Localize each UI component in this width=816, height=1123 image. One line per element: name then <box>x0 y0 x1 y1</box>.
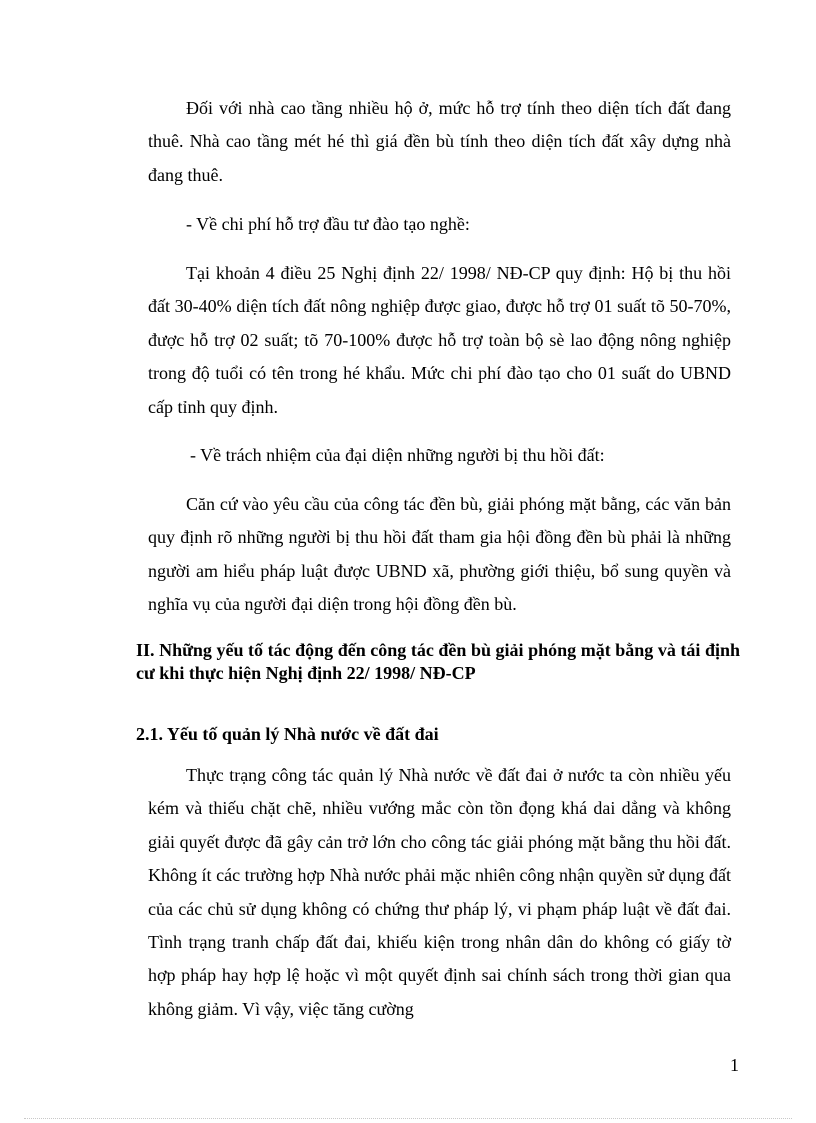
section-heading: II. Những yếu tố tác động đến công tác đền bù giải phóng mặt bằng và tái định cư khi thực hiện Nghị định 22/ 1998/ NĐ-CP <box>136 640 740 683</box>
page-number: 1 <box>730 1055 739 1075</box>
paragraph-training-cost-heading: - Về chi phí hỗ trợ đầu tư đào tạo nghề: <box>186 214 470 234</box>
paragraph-compensation-council: Căn cứ vào yêu cầu của công tác đền bù, giải phóng mặt bằng, các văn bản quy định rõ những người bị thu hồi đất tham gia hội đồng đền bù phải là những người am hiểu pháp luật được UBND xã, phường giới thiệu, bổ sung quyền và nghĩa vụ của người đại diện trong hội đồng đền bù. <box>148 494 731 615</box>
page-bottom-divider <box>24 1118 792 1119</box>
paragraph-land-management-status: Thực trạng công tác quản lý Nhà nước về đất đai ở nước ta còn nhiều yếu kém và thiếu chặt chẽ, nhiều vướng mắc còn tồn đọng khá dai dẳng và không giải quyết được đã gây cản trở lớn cho công tác giải phóng mặt bằng thu hồi đất. Không ít các trường hợp Nhà nước phải mặc nhiên công nhận quyền sử dụng đất của các chủ sử dụng không có chứng thư pháp lý, vi phạm pháp luật về đất đai. Tình trạng tranh chấp đất đai, khiếu kiện trong nhân dân do không có giấy tờ hợp pháp hay hợp lệ hoặc vì một quyết định sai chính sách trong thời gian qua không giảm. Vì vậy, việc tăng cường <box>148 765 731 1019</box>
paragraph-high-rise-support: Đối với nhà cao tầng nhiều hộ ở, mức hỗ trợ tính theo diện tích đất đang thuê. Nhà cao tầng mét hé thì giá đền bù tính theo diện tích đất xây dựng nhà đang thuê. <box>148 98 731 185</box>
subsection-heading: 2.1. Yếu tố quản lý Nhà nước về đất đai <box>136 724 439 744</box>
paragraph-representative-responsibility-heading: - Về trách nhiệm của đại diện những người bị thu hồi đất: <box>190 445 605 465</box>
paragraph-decree-article-25: Tại khoản 4 điều 25 Nghị định 22/ 1998/ NĐ-CP quy định: Hộ bị thu hồi đất 30-40% diện tích đất nông nghiệp được giao, được hỗ trợ 01 suất tõ 50-70%, được hỗ trợ 02 suất; tõ 70-100% được hỗ trợ toàn bộ sè lao động nông nghiệp trong độ tuổi có tên trong hé khẩu. Mức chi phí đào tạo cho 01 suất do UBND cấp tỉnh quy định. <box>148 263 731 417</box>
